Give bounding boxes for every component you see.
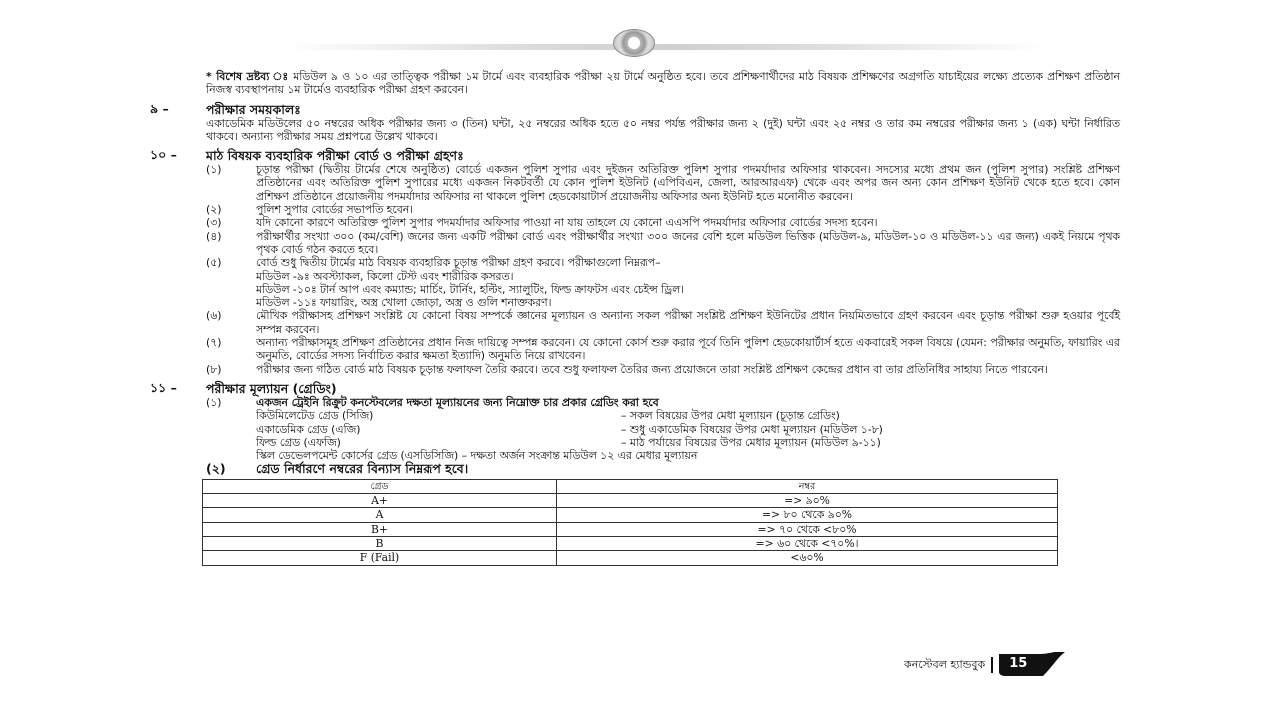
page-number: 15	[1009, 656, 1028, 671]
police-emblem-icon	[613, 29, 655, 57]
item-text-block	[256, 230, 1120, 257]
table-row	[203, 522, 1058, 536]
section-title: পরীক্ষার সময়কালঃ	[206, 101, 301, 117]
list-item	[206, 216, 1120, 229]
item-number: (৭)	[206, 336, 222, 350]
grade-type-name: একাডেমিক গ্রেড (এজি)	[256, 422, 361, 436]
page-badge	[999, 652, 1065, 678]
handbook-title: কনস্টেবল হ্যান্ডবুক	[904, 657, 986, 671]
item-text-block	[256, 256, 1120, 309]
item-text-block	[256, 203, 1120, 216]
table-row	[203, 508, 1058, 522]
item-text: চূড়ান্ত পরীক্ষা (দ্বিতীয় টার্মের শেষে অনুষ্ঠিত) বোর্ডে একজন পুলিশ সুপার এবং দুইজন অতিরিক্ত পুলিশ সুপার পদমর্যাদার অফিসার থাকবেন। সদস্যের মধ্যে প্রথম জন (পুলিশ সুপার) সংশ্লিষ্ট প্রশিক্ষণ প্রতিষ্ঠানের এবং অতিরিক্ত পুলিশ সুপারের মধ্যে একজন নিকটবর্তী যে কোন পুলিশ ইউনিট (এপিবিএন, জেলা, আরআরএফ) থেকে এবং অপর জন অন্য কোন প্রশিক্ষণ ইউনিট থেকে হতে হবে। কোন প্রশিক্ষণ প্রতিষ্ঠানে প্রয়োজনীয় পদমর্যাদার অফিসার না থাকলে পুলিশ হেডকোয়াটার্স প্রয়োজনীয় অফিসার অন্য ইউনিট হতে মনোনীত করবেন।	[256, 163, 1120, 203]
section-11	[150, 381, 1120, 476]
sub-item: মডিউল -১০ঃ টার্ন আপ এবং কম্যান্ড; মার্চিং, টার্নিং, হল্টিং, স্যালুটিং, ফিল্ড ক্রাফটস এবং চেইন্স ড্রিল।	[256, 282, 684, 296]
list-item	[206, 309, 1120, 336]
grade-cell: F (Fail)	[203, 551, 557, 565]
marks-cell: => ৬০ থেকে <৭০%।	[557, 536, 1058, 550]
list-item	[206, 203, 1120, 216]
item-number: (২)	[206, 461, 226, 477]
note-label: * বিশেষ দ্রষ্টব্য ঃ	[206, 70, 289, 83]
table-row	[203, 551, 1058, 565]
sub-item: মডিউল -১১ঃ ফায়ারিং, অস্ত্র খোলা জোড়া, অস্ত্র ও গুলি শনাক্তকরণ।	[256, 296, 552, 310]
footer-divider	[991, 657, 993, 673]
section-title: মাঠ বিষয়ক ব্যবহারিক পরীক্ষা বোর্ড ও পরীক্ষা গ্রহণঃ	[206, 148, 464, 164]
grade-type-name: কিউমিলেটেড গ্রেড (সিজি)	[256, 409, 374, 423]
section-9	[150, 102, 1120, 144]
list-item	[206, 230, 1120, 257]
grade-table-intro: গ্রেড নির্ধারণে নম্বরের বিন্যাস নিম্নরূপ হবে।	[256, 461, 469, 477]
grade-type-sdcg: স্কিল ডেভেলপমেন্ট কোর্সের গ্রেড (এসডিসিজি) – দক্ষতা অর্জন সংক্রান্ত মডিউল ১২ এর মেধার মূল্যায়ন	[256, 449, 698, 463]
item-text-block	[256, 216, 1120, 229]
section-number: ১০ –	[150, 147, 177, 163]
item-text-block	[256, 309, 1120, 336]
header-rule	[285, 44, 1045, 50]
sub-item: মডিউল -৯ঃ অবস্ট্যাকল, কিলো টেস্ট এবং শারীরিক কসরত।	[256, 269, 514, 283]
item-text: পুলিশ সুপার বোর্ডের সভাপতি হবেন।	[256, 203, 414, 217]
grade-type-desc: – শুধু একাডেমিক বিষয়ের উপর মেধা মূল্যায়ন (মডিউল ১-৮)	[621, 422, 883, 436]
grading-intro: একজন ট্রেইনি রিক্রুট কনস্টেবলের দক্ষতা মূল্যায়নের জন্য নিম্নোক্ত চার প্রকার গ্রেডিং করা হবে	[256, 395, 659, 409]
table-row	[203, 536, 1058, 550]
item-number: (২)	[206, 203, 222, 217]
note-text: মডিউল ৯ ও ১০ এর তাত্ত্বিক পরীক্ষা ১ম টার্মে এবং ব্যবহারিক পরীক্ষা ২য় টার্মে অনুষ্ঠিত হবে। তবে প্রশিক্ষণার্থীদের মাঠ বিষয়ক প্রশিক্ষণের অগ্রগতি যাচাইয়ের লক্ষ্যে প্রত্যেক প্রশিক্ষণ প্রতিষ্ঠান নিজস্ব ব্যবস্থাপনায় ১ম টার্মেও ব্যবহারিক পরীক্ষা গ্রহণ করবেন।	[206, 70, 1121, 97]
grade-type-name: ফিল্ড গ্রেড (এফজি)	[256, 435, 341, 449]
item-text-block	[256, 336, 1120, 363]
marks-cell: => ৯০%	[557, 494, 1058, 508]
grade-cell: A	[203, 508, 557, 522]
item-text-block	[256, 363, 1120, 376]
section-10	[150, 148, 1120, 376]
item-number: (৫)	[206, 256, 222, 270]
marks-cell: => ৭০ থেকে <৮০%	[557, 522, 1058, 536]
document-body	[150, 70, 1120, 566]
grade-type-desc: – সকল বিষয়ের উপর মেধা মূল্যায়ন (চূড়ান্ত গ্রেডিং)	[621, 409, 840, 423]
item-number: (৮)	[206, 362, 222, 376]
item-number: (৬)	[206, 309, 222, 323]
page-footer	[904, 652, 1065, 678]
item-number: (১)	[206, 395, 222, 409]
column-header-marks: নম্বর	[557, 479, 1058, 493]
grade-types	[256, 409, 1120, 449]
section-number: ১১ –	[150, 379, 177, 395]
grade-cell: A+	[203, 494, 557, 508]
item-text: বোর্ড শুধু দ্বিতীয় টার্মের মাঠ বিষয়ক ব্যবহারিক চূড়ান্ত পরীক্ষা গ্রহণ করবে। পরীক্ষাগুলো নিম্নরূপ–	[256, 256, 661, 270]
section-paragraph: একাডেমিক মডিউলের ৫০ নম্বরের অধিক পরীক্ষার জন্য ৩ (তিন) ঘন্টা, ২৫ নম্বরের অধিক হতে ৫০ নম্বর পর্যন্ত পরীক্ষার জন্য ২ (দুই) ঘন্টা এবং ২৫ নম্বর ও তার কম নম্বরের পরীক্ষার জন্য ১ (এক) ঘন্টা নির্ধারিত থাকবে। অন্যান্য পরীক্ষার সময় প্রশ্নপত্রে উল্লেখ থাকবে।	[206, 116, 1120, 143]
section-title: পরীক্ষার মূল্যায়ন (গ্রেডিং)	[206, 380, 337, 396]
column-header-grade: গ্রেড	[203, 479, 557, 493]
list-item	[206, 163, 1120, 203]
list-item	[206, 256, 1120, 309]
item-text-block	[256, 163, 1120, 203]
item-number: (১)	[206, 163, 222, 177]
marks-cell: => ৮০ থেকে ৯০%	[557, 508, 1058, 522]
marks-cell: <৬০%	[557, 551, 1058, 565]
list-item	[206, 336, 1120, 363]
item-text: পরীক্ষার্থীর সংখ্যা ৩০০ (কম/বেশি) জনের জন্য একটি পরীক্ষা বোর্ড এবং পরীক্ষার্থীর সংখ্যা ৩০০ জনের বেশি হলে মডিউল ভিত্তিক (মডিউল-৯, মডিউল-১০ ও মডিউল-১১ এর জন্য) একই নিয়মে পৃথক পৃথক বোর্ড গঠন করতে হবে।	[256, 229, 1120, 256]
table-header-row	[203, 479, 1058, 493]
section-10-items	[206, 163, 1120, 376]
item-text: মৌখিক পরীক্ষাসহ প্রশিক্ষণ সংশ্লিষ্ট যে কোনো বিষয় সম্পর্কে জ্ঞানের মূল্যায়ন ও অন্যান্য সকল পরীক্ষা সংশ্লিষ্ট প্রশিক্ষণ ইউনিটের প্রধান নিয়মিতভাবে গ্রহণ করবেন এবং চূড়ান্ত পরীক্ষা শুরু হওয়ার পূর্বেই সম্পন্ন করবেন।	[256, 309, 1120, 336]
item-number: (৪)	[206, 229, 222, 243]
item-text: যদি কোনো কারণে অতিরিক্ত পুলিশ সুপার পদমর্যাদার অফিসার পাওয়া না যায় তাহলে যে কোনো এএসপি পদমর্যাদার অফিসার বোর্ডের সদস্য হবেন।	[256, 216, 878, 230]
list-item	[206, 363, 1120, 376]
item-text: পরীক্ষার জন্য গঠিত বোর্ড মাঠ বিষয়ক চূড়ান্ত ফলাফল তৈরি করবে। তবে শুধু ফলাফল তৈরির জন্য প্রয়োজনে তারা সংশ্লিষ্ট প্রশিক্ষণ কেন্দ্রের প্রধান বা তার প্রতিনিধির সাহায্য নিতে পারবেন।	[256, 362, 1048, 376]
grade-cell: B+	[203, 522, 557, 536]
special-note	[206, 70, 1120, 97]
list-item	[206, 396, 1120, 462]
item-number: (৩)	[206, 216, 222, 230]
list-item	[206, 462, 1120, 475]
grade-cell: B	[203, 536, 557, 550]
item-text: অন্যান্য পরীক্ষাসমূহ প্রশিক্ষণ প্রতিষ্ঠানের প্রধান নিজ দায়িত্বে সম্পন্ন করবেন। যে কোনো কোর্স শুরু করার পূর্বে তিনি পুলিশ হেডকোয়ার্টার্স হতে একবারেই সকল বিষয়ে (যেমন: পরীক্ষার অনুমতি, ফায়ারিং এর অনুমতি, বোর্ডের সদস্য নির্বাচিত করার ক্ষমতা ইত্যাদি) অনুমতি নিয়ে রাখবেন।	[256, 336, 1120, 363]
grade-type-desc: – মাঠ পর্যায়ের বিষয়ের উপর মেধার মূল্যায়ন (মডিউল ৯-১১)	[621, 435, 881, 449]
grade-table	[202, 479, 1058, 566]
table-row	[203, 494, 1058, 508]
section-number: ৯ –	[150, 100, 169, 116]
